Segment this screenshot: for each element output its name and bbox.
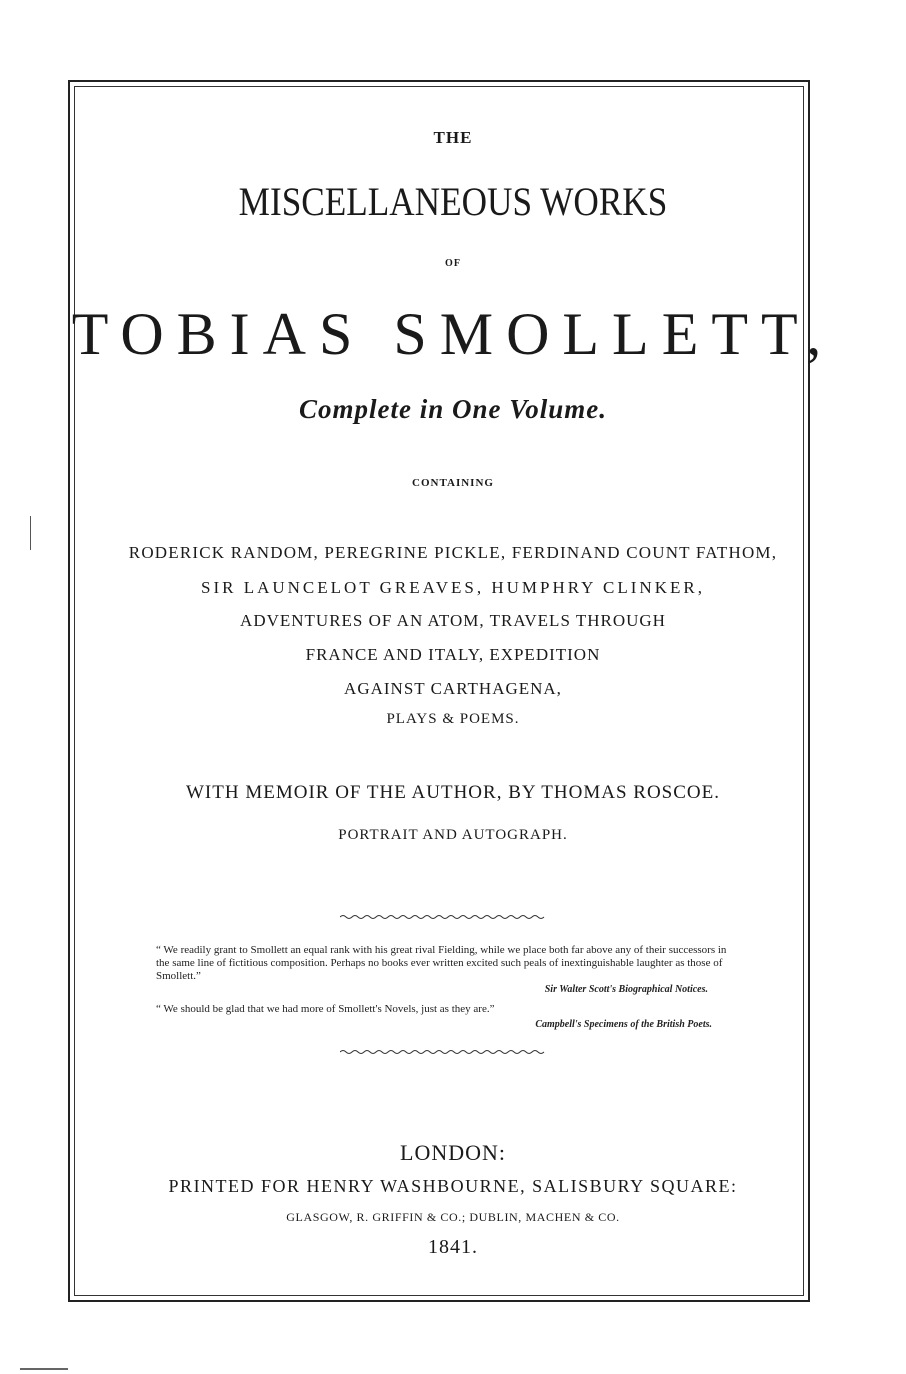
wavy-rule-top [340, 914, 546, 920]
quote-attribution: Campbell's Specimens of the British Poets. [535, 1019, 712, 1030]
portrait-line: PORTRAIT AND AUTOGRAPH. [338, 827, 568, 843]
title-article: THE [433, 128, 473, 147]
contents-line: AGAINST CARTHAGENA, [344, 679, 562, 698]
contents-line: FRANCE AND ITALY, EXPEDITION [305, 645, 601, 664]
imprint-city: LONDON: [400, 1140, 506, 1165]
author-name: TOBIAS SMOLLETT, [71, 301, 835, 367]
memoir-line: WITH MEMOIR OF THE AUTHOR, BY THOMAS ROSCOE. [186, 782, 720, 803]
title-of: OF [445, 258, 461, 269]
containing-label: CONTAINING [412, 477, 494, 489]
imprint-year: 1841. [428, 1236, 478, 1258]
imprint-printer: PRINTED FOR HENRY WASHBOURNE, SALISBURY SQUARE: [168, 1176, 738, 1196]
book-title: MISCELLANEOUS WORKS [238, 179, 668, 224]
wavy-rule-bottom [340, 1049, 546, 1055]
quote-attribution: Sir Walter Scott's Biographical Notices. [544, 984, 708, 995]
subtitle: Complete in One Volume. [298, 394, 608, 424]
imprint-also: GLASGOW, R. GRIFFIN & CO.; DUBLIN, MACHEN & CO. [286, 1210, 620, 1224]
contents-line: ADVENTURES OF AN ATOM, TRAVELS THROUGH [240, 611, 666, 630]
contents-line: PLAYS & POEMS. [386, 711, 520, 727]
contents-line: SIR LAUNCELOT GREAVES, HUMPHRY CLINKER, [201, 578, 705, 597]
quote-text: “ We should be glad that we had more of Smollett's Novels, just as they are.” [156, 1003, 495, 1015]
contents-line: RODERICK RANDOM, PEREGRINE PICKLE, FERDINAND COUNT FATHOM, [128, 543, 778, 562]
quote-text: “ We readily grant to Smollett an equal rank with his great rival Fielding, while we place both far above any of their successors in the same line of fictitious composition. Perhaps no books ever written excited such peals of inextinguishable laughter as those of Smollett.” [156, 944, 727, 982]
scan-mark [20, 1368, 68, 1370]
